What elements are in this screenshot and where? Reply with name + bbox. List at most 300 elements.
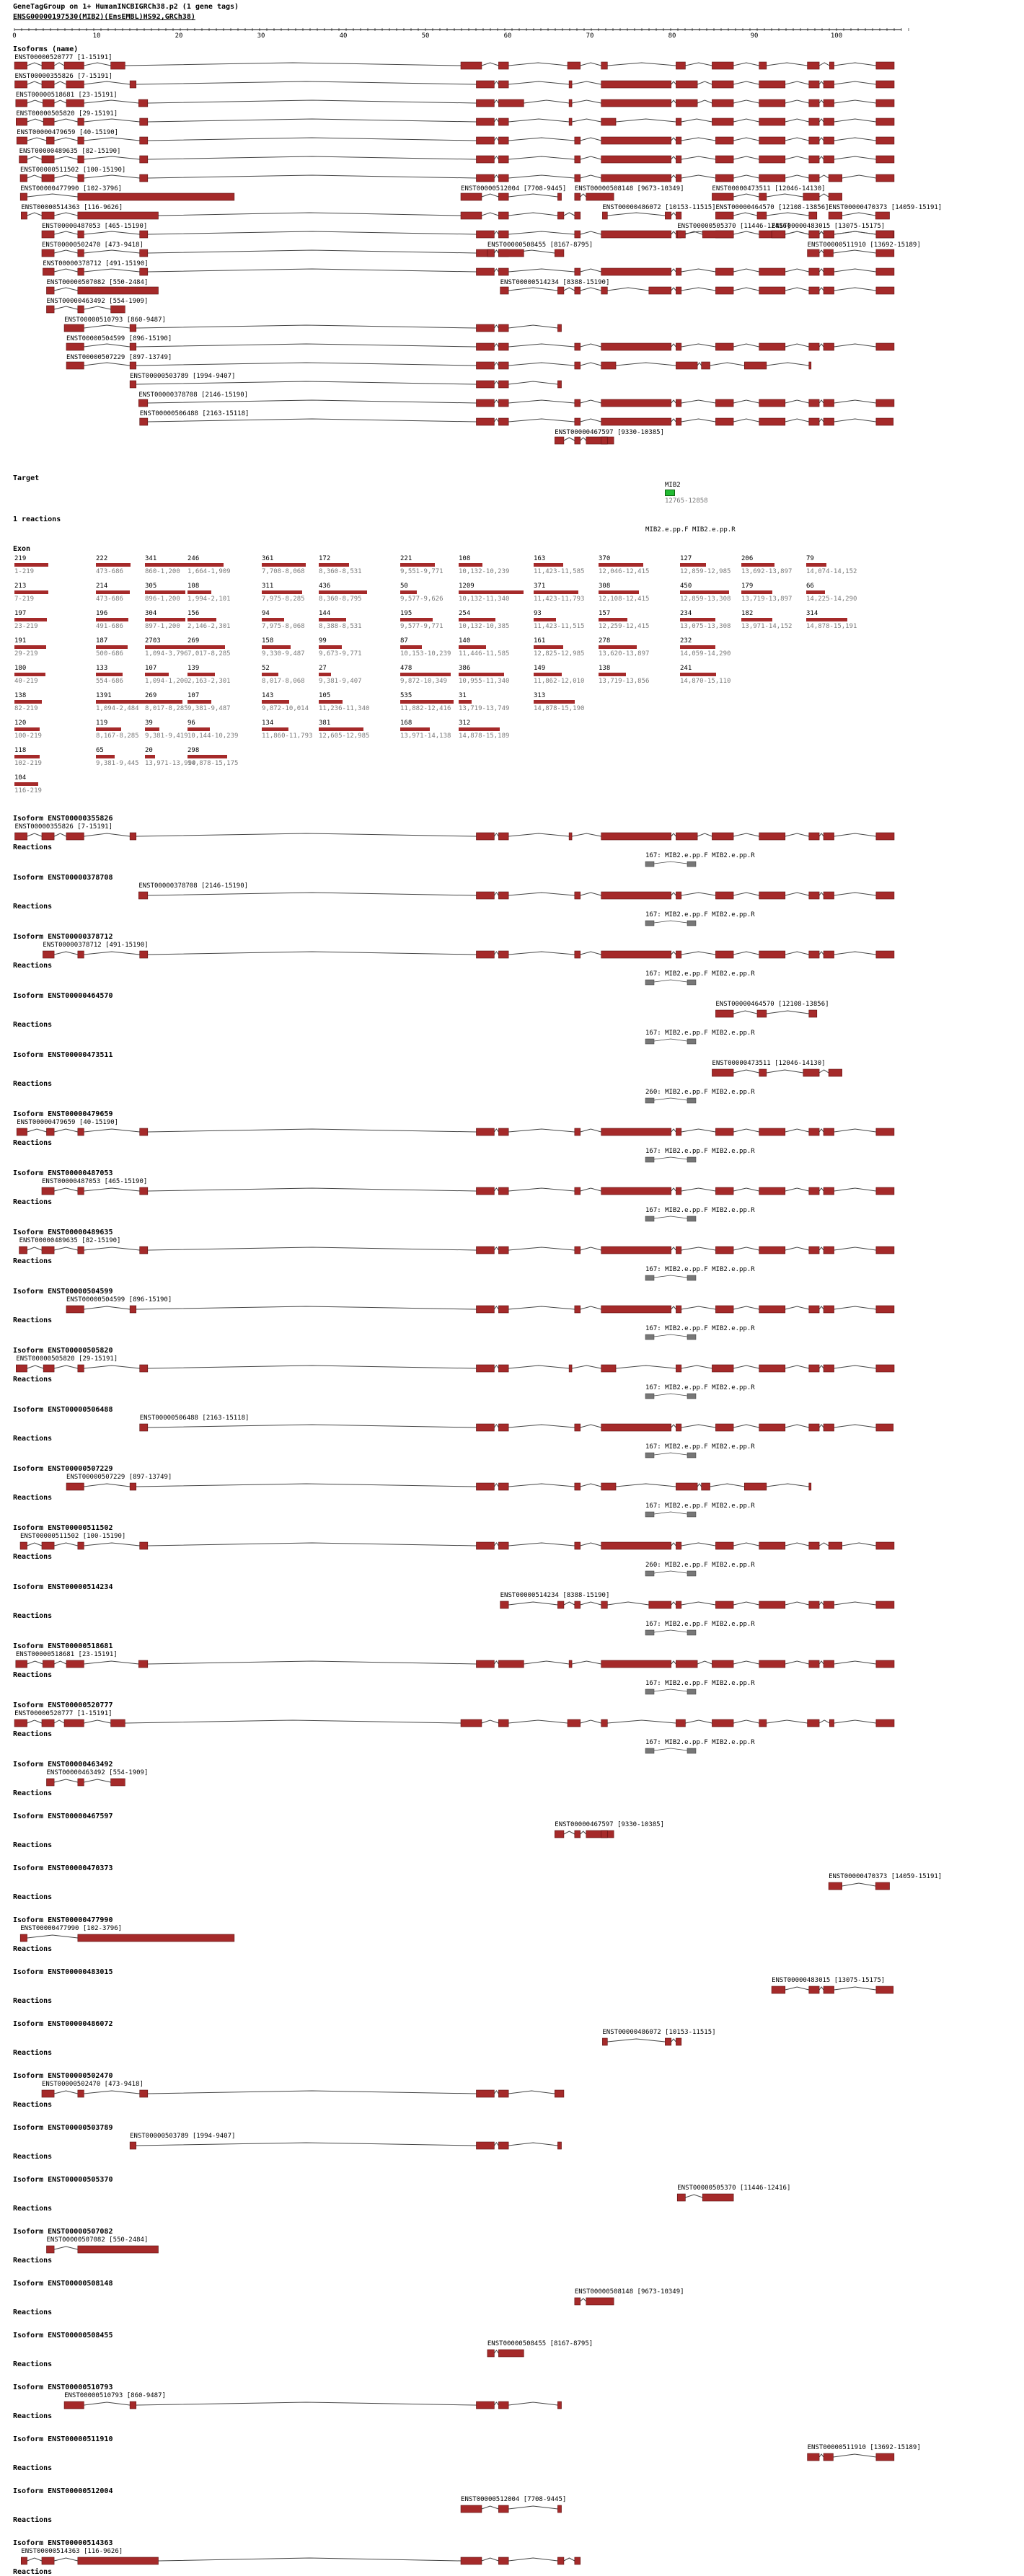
exon-block[interactable] [676,951,681,958]
exon-block[interactable] [498,892,508,899]
exon-block[interactable] [498,1424,508,1431]
exon-block[interactable] [498,81,508,88]
exon-block[interactable] [78,951,84,958]
exon-block[interactable] [876,81,894,88]
isoform-label[interactable]: ENST00000504599 [896-15190] [66,1296,172,1304]
exon-block[interactable] [575,2298,581,2305]
isoform-label[interactable]: ENST00000514234 [8388-15190] [500,1592,610,1599]
exon-block[interactable] [138,399,147,407]
exon-block[interactable] [575,1601,581,1608]
exon-block[interactable] [824,418,834,425]
exon-block[interactable] [676,1542,681,1549]
exon-block[interactable] [824,231,834,238]
exon-block[interactable] [601,1424,671,1431]
isoform-label[interactable]: ENST00000378712 [491-15190] [43,260,149,267]
isoform-label[interactable]: ENST00000505370 [11446-12416] [677,223,791,230]
exon-block[interactable] [476,1660,494,1668]
exon-block[interactable] [809,1542,819,1549]
exon-block[interactable] [744,1483,767,1490]
exon-block[interactable] [498,156,508,163]
exon-block[interactable] [676,137,681,144]
exon-block[interactable] [876,1542,894,1549]
exon-block[interactable] [876,287,894,294]
primer-block[interactable] [645,1275,654,1280]
exon-block[interactable] [487,2350,494,2357]
exon-block[interactable] [476,1424,494,1431]
exon-block[interactable] [43,1660,54,1668]
isoform-label[interactable]: ENST00000489635 [82-15190] [19,1237,121,1244]
exon-block[interactable] [20,174,27,182]
exon-block[interactable] [16,118,27,125]
isoform-label[interactable]: ENST00000507082 [550-2484] [46,279,149,286]
exon-block[interactable] [757,212,767,219]
exon-block[interactable] [569,99,572,107]
exon-block[interactable] [42,156,54,163]
isoform-label[interactable]: ENST00000510793 [860-9487] [64,317,166,324]
isoform-label[interactable]: ENST00000467597 [9330-10385] [555,429,665,436]
exon-block[interactable] [476,1483,494,1490]
exon-block[interactable] [824,892,834,899]
exon-block[interactable] [500,1601,508,1608]
exon-block[interactable] [78,2246,159,2253]
exon-block[interactable] [569,81,572,88]
exon-block[interactable] [759,81,785,88]
exon-block[interactable] [42,1542,54,1549]
exon-block[interactable] [46,137,54,144]
exon-block[interactable] [21,212,27,219]
exon-block[interactable] [498,137,508,144]
isoform-label[interactable]: ENST00000505820 [29-15191] [16,110,118,118]
exon-block[interactable] [586,437,614,444]
exon-block[interactable] [138,892,147,899]
isoform-label[interactable]: ENST00000464570 [12108-13856] [715,204,829,211]
exon-block[interactable] [66,99,84,107]
isoform-label[interactable]: ENST00000489635 [82-15190] [19,148,121,155]
exon-block[interactable] [140,1187,148,1195]
exon-block[interactable] [64,1719,84,1727]
exon-block[interactable] [498,2142,508,2149]
exon-block[interactable] [78,193,234,200]
exon-block[interactable] [715,1542,733,1549]
exon-block[interactable] [46,287,54,294]
exon-block[interactable] [586,193,614,200]
exon-block[interactable] [78,2557,159,2564]
exon-block[interactable] [602,212,607,219]
exon-block[interactable] [676,118,681,125]
isoform-label[interactable]: ENST00000505370 [11446-12416] [677,2185,791,2192]
primer-block[interactable] [687,1157,696,1162]
exon-block[interactable] [601,437,608,444]
exon-block[interactable] [875,1882,889,1890]
exon-block[interactable] [876,399,894,407]
exon-block[interactable] [498,1719,508,1727]
exon-block[interactable] [575,231,581,238]
exon-block[interactable] [649,1601,671,1608]
exon-block[interactable] [569,1660,572,1668]
exon-block[interactable] [876,1365,894,1372]
exon-block[interactable] [829,1719,834,1727]
exon-block[interactable] [715,1010,733,1017]
exon-block[interactable] [759,174,785,182]
exon-block[interactable] [476,118,494,125]
exon-block[interactable] [759,1069,767,1076]
primer-block[interactable] [687,1689,696,1694]
exon-block[interactable] [46,2246,54,2253]
exon-block[interactable] [824,99,834,107]
exon-block[interactable] [809,833,819,840]
exon-block[interactable] [575,951,581,958]
isoform-label[interactable]: ENST00000464570 [12108-13856] [715,1001,829,1008]
exon-block[interactable] [575,437,581,444]
exon-block[interactable] [676,81,697,88]
primer-block[interactable] [687,980,696,985]
primer-block[interactable] [645,1039,654,1044]
exon-block[interactable] [759,1247,785,1254]
exon-block[interactable] [130,343,136,350]
isoform-label[interactable]: ENST00000518681 [23-15191] [15,1651,118,1658]
exon-block[interactable] [476,892,494,899]
exon-block[interactable] [601,343,671,350]
exon-block[interactable] [476,1247,494,1254]
exon-block[interactable] [498,99,524,107]
exon-block[interactable] [759,62,767,69]
isoform-label[interactable]: ENST00000510793 [860-9487] [64,2392,166,2399]
exon-block[interactable] [809,362,811,369]
exon-block[interactable] [715,1306,733,1313]
exon-block[interactable] [824,1601,834,1608]
exon-block[interactable] [602,2038,607,2045]
exon-block[interactable] [676,268,681,275]
isoform-label[interactable]: ENST00000505820 [29-15191] [16,1355,118,1363]
exon-block[interactable] [876,1601,894,1608]
exon-block[interactable] [601,118,616,125]
exon-block[interactable] [498,1542,508,1549]
exon-block[interactable] [78,118,84,125]
primer-block[interactable] [645,862,654,867]
exon-block[interactable] [66,81,84,88]
exon-block[interactable] [715,1601,733,1608]
exon-block[interactable] [676,343,681,350]
isoform-label[interactable]: ENST00000518681 [23-15191] [15,92,118,99]
isoform-label[interactable]: ENST00000511910 [13692-15189] [807,242,921,249]
exon-block[interactable] [665,212,671,219]
exon-block[interactable] [130,81,136,88]
exon-block[interactable] [498,324,508,332]
exon-block[interactable] [140,174,148,182]
exon-block[interactable] [498,1306,508,1313]
exon-block[interactable] [715,174,733,182]
exon-block[interactable] [715,399,733,407]
exon-block[interactable] [876,249,894,257]
exon-block[interactable] [15,81,27,88]
exon-block[interactable] [824,249,833,257]
exon-block[interactable] [66,1660,84,1668]
exon-block[interactable] [715,418,733,425]
exon-block[interactable] [43,1365,54,1372]
exon-block[interactable] [140,2090,148,2097]
exon-block[interactable] [500,287,508,294]
isoform-label[interactable]: ENST00000463492 [554-1909] [46,1769,149,1776]
isoform-label[interactable]: ENST00000520777 [1-15191] [14,1710,112,1717]
exon-block[interactable] [824,118,834,125]
primer-block[interactable] [687,1630,696,1635]
exon-block[interactable] [876,137,894,144]
exon-block[interactable] [601,1187,671,1195]
exon-block[interactable] [557,193,561,200]
exon-block[interactable] [78,1247,84,1254]
exon-block[interactable] [586,1831,614,1838]
exon-block[interactable] [498,2402,508,2409]
exon-block[interactable] [43,951,54,958]
exon-block[interactable] [476,156,494,163]
exon-block[interactable] [601,892,671,899]
exon-block[interactable] [140,1424,148,1431]
exon-block[interactable] [601,1365,616,1372]
exon-block[interactable] [498,362,508,369]
exon-block[interactable] [557,287,564,294]
exon-block[interactable] [876,1306,894,1313]
exon-block[interactable] [601,156,671,163]
exon-block[interactable] [78,137,84,144]
isoform-label[interactable]: ENST00000470373 [14059-15191] [829,1873,943,1880]
exon-block[interactable] [676,1306,681,1313]
exon-block[interactable] [759,287,785,294]
exon-block[interactable] [824,1306,834,1313]
exon-block[interactable] [46,1128,54,1136]
exon-block[interactable] [808,2453,819,2461]
exon-block[interactable] [676,1483,697,1490]
exon-block[interactable] [20,193,27,200]
exon-block[interactable] [78,268,84,275]
isoform-label[interactable]: ENST00000479659 [40-15190] [17,1119,119,1126]
exon-block[interactable] [498,833,508,840]
exon-block[interactable] [772,231,785,238]
exon-block[interactable] [555,437,564,444]
exon-block[interactable] [676,892,681,899]
exon-block[interactable] [461,2557,482,2564]
exon-block[interactable] [461,1719,482,1727]
exon-block[interactable] [676,1424,681,1431]
exon-block[interactable] [575,156,581,163]
exon-block[interactable] [557,2557,564,2564]
exon-block[interactable] [876,951,894,958]
exon-block[interactable] [575,212,581,219]
exon-block[interactable] [43,99,54,107]
exon-block[interactable] [17,137,27,144]
exon-block[interactable] [487,249,494,257]
exon-block[interactable] [809,399,819,407]
exon-block[interactable] [702,1483,710,1490]
isoform-label[interactable]: ENST00000470373 [14059-15191] [829,204,943,211]
isoform-label[interactable]: ENST00000508455 [8167-8795] [487,2340,593,2347]
exon-block[interactable] [809,1660,819,1668]
exon-block[interactable] [555,249,564,257]
isoform-label[interactable]: ENST00000507229 [897-13749] [66,354,172,361]
exon-block[interactable] [42,62,54,69]
exon-block[interactable] [759,399,785,407]
exon-block[interactable] [809,212,817,219]
exon-block[interactable] [601,362,616,369]
exon-block[interactable] [42,249,54,257]
exon-block[interactable] [876,268,894,275]
exon-block[interactable] [557,212,564,219]
exon-block[interactable] [461,193,482,200]
exon-block[interactable] [677,2194,685,2201]
exon-block[interactable] [676,1247,681,1254]
exon-block[interactable] [824,343,834,350]
exon-block[interactable] [78,212,159,219]
isoform-label[interactable]: ENST00000487053 [465-15190] [41,1178,148,1185]
exon-block[interactable] [601,1306,671,1313]
exon-block[interactable] [78,231,84,238]
exon-block[interactable] [557,2505,561,2513]
primer-block[interactable] [687,1216,696,1221]
exon-block[interactable] [575,1306,581,1313]
exon-block[interactable] [476,2142,494,2149]
exon-block[interactable] [16,1365,27,1372]
exon-block[interactable] [829,1542,842,1549]
exon-block[interactable] [824,287,834,294]
exon-block[interactable] [809,343,819,350]
exon-block[interactable] [64,62,84,69]
exon-block[interactable] [809,81,819,88]
exon-block[interactable] [676,2038,681,2045]
exon-block[interactable] [78,1779,84,1786]
exon-block[interactable] [16,1660,27,1668]
exon-block[interactable] [676,1187,681,1195]
isoform-label[interactable]: ENST00000479659 [40-15190] [17,129,119,136]
exon-block[interactable] [555,1831,564,1838]
primer-block[interactable] [645,1630,654,1635]
exon-block[interactable] [78,1128,84,1136]
isoform-label[interactable]: ENST00000511502 [100-15190] [20,1533,126,1540]
exon-block[interactable] [809,418,819,425]
exon-block[interactable] [78,1365,84,1372]
exon-block[interactable] [130,362,136,369]
exon-block[interactable] [111,1779,125,1786]
exon-block[interactable] [476,1128,494,1136]
exon-block[interactable] [824,1187,834,1195]
exon-block[interactable] [111,62,125,69]
exon-block[interactable] [575,892,581,899]
exon-block[interactable] [498,118,508,125]
exon-block[interactable] [759,193,767,200]
exon-block[interactable] [876,1247,894,1254]
exon-block[interactable] [569,1365,572,1372]
exon-block[interactable] [759,1601,785,1608]
isoform-label[interactable]: ENST00000355826 [7-15191] [14,823,113,831]
isoform-label[interactable]: ENST00000504599 [896-15190] [66,335,172,342]
exon-block[interactable] [461,62,482,69]
exon-block[interactable] [575,1424,581,1431]
exon-block[interactable] [757,1010,767,1017]
exon-block[interactable] [677,231,685,238]
exon-block[interactable] [824,1128,834,1136]
exon-block[interactable] [111,306,125,313]
isoform-label[interactable]: ENST00000512004 [7708-9445] [461,185,567,192]
exon-block[interactable] [601,399,671,407]
exon-block[interactable] [712,118,733,125]
exon-block[interactable] [20,1542,27,1549]
isoform-label[interactable]: ENST00000507082 [550-2484] [46,2236,149,2244]
exon-block[interactable] [140,268,148,275]
exon-block[interactable] [715,137,733,144]
exon-block[interactable] [130,1306,136,1313]
exon-block[interactable] [824,399,834,407]
exon-block[interactable] [66,1306,84,1313]
exon-block[interactable] [829,1069,842,1076]
exon-block[interactable] [476,399,494,407]
exon-block[interactable] [824,951,834,958]
primer-block[interactable] [687,1039,696,1044]
exon-block[interactable] [568,62,581,69]
exon-block[interactable] [676,1365,681,1372]
exon-block[interactable] [130,2402,136,2409]
exon-block[interactable] [575,2557,581,2564]
exon-block[interactable] [712,193,733,200]
primer-block[interactable] [645,1394,654,1399]
isoform-label[interactable]: ENST00000483015 [13075-15175] [772,223,886,230]
exon-block[interactable] [476,1365,494,1372]
exon-block[interactable] [569,118,572,125]
exon-block[interactable] [140,951,148,958]
exon-block[interactable] [498,2505,508,2513]
exon-block[interactable] [759,951,785,958]
exon-block[interactable] [829,62,834,69]
exon-block[interactable] [601,1601,608,1608]
exon-block[interactable] [42,833,54,840]
exon-block[interactable] [715,1424,733,1431]
exon-block[interactable] [498,2350,524,2357]
exon-block[interactable] [649,287,671,294]
exon-block[interactable] [555,2090,564,2097]
exon-block[interactable] [575,1831,581,1838]
exon-block[interactable] [476,1306,494,1313]
exon-block[interactable] [876,1424,893,1431]
exon-block[interactable] [601,231,671,238]
primer-block[interactable] [645,1157,654,1162]
exon-block[interactable] [20,1934,27,1942]
exon-block[interactable] [715,1187,733,1195]
exon-block[interactable] [824,1660,834,1668]
primer-block[interactable] [645,1216,654,1221]
exon-block[interactable] [140,137,148,144]
exon-block[interactable] [78,1187,84,1195]
isoform-label[interactable]: ENST00000503789 [1994-9407] [130,373,236,380]
exon-block[interactable] [575,174,581,182]
exon-block[interactable] [476,174,494,182]
exon-block[interactable] [130,2142,136,2149]
exon-block[interactable] [498,399,508,407]
isoform-label[interactable]: ENST00000514363 [116-9626] [21,2548,123,2555]
exon-block[interactable] [676,833,697,840]
exon-block[interactable] [809,1010,817,1017]
exon-block[interactable] [140,1247,148,1254]
exon-block[interactable] [498,1483,508,1490]
exon-block[interactable] [130,381,136,388]
exon-block[interactable] [66,362,84,369]
exon-block[interactable] [601,1831,608,1838]
primer-block[interactable] [687,1335,696,1340]
exon-block[interactable] [498,418,508,425]
exon-block[interactable] [759,1542,785,1549]
exon-block[interactable] [876,1128,894,1136]
exon-block[interactable] [498,174,508,182]
exon-block[interactable] [78,249,84,257]
exon-block[interactable] [759,137,785,144]
exon-block[interactable] [476,1187,494,1195]
exon-block[interactable] [575,1187,581,1195]
